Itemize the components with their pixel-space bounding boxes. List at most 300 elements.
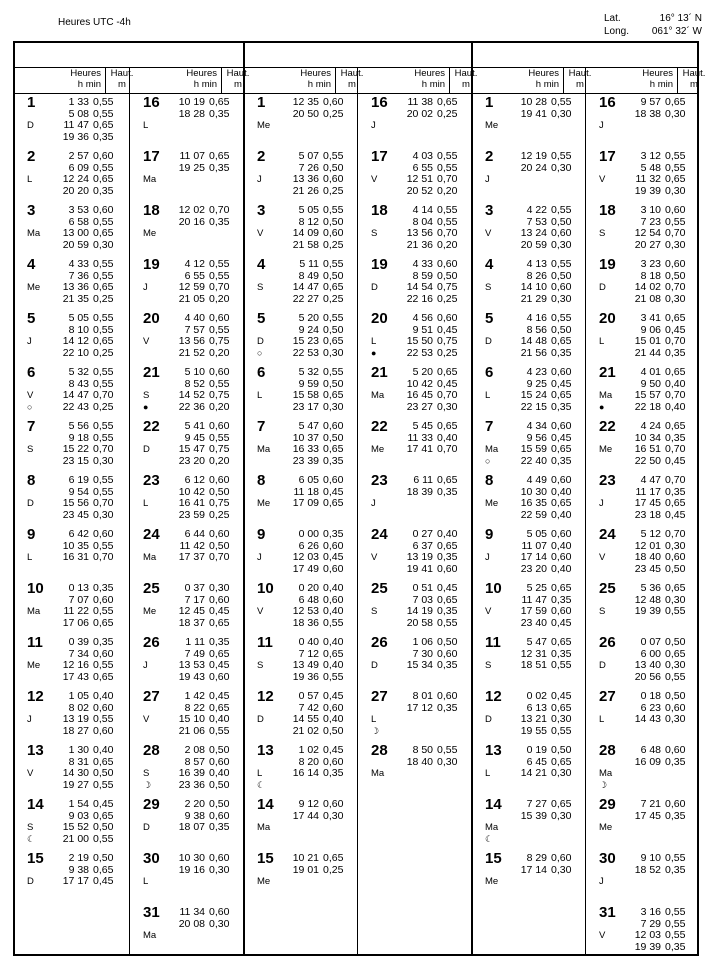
tide-height: 0,50 (323, 161, 344, 174)
day-number: 19 (371, 256, 388, 273)
tide-time: 9 56 (526, 431, 547, 444)
day-number: 8 (27, 472, 36, 489)
tide-height: 0,70 (665, 443, 686, 455)
tide-time: 18 27 (62, 724, 89, 737)
tide-time: 6 23 (640, 701, 661, 714)
tide-heights (551, 97, 583, 120)
tide-time: 0 51 (412, 582, 433, 594)
tide-heights (209, 691, 241, 737)
day-number: 5 (27, 310, 36, 327)
tide-time: 23 18 (634, 508, 661, 521)
tide-height: 0,55 (323, 670, 344, 683)
tide-time: 20 56 (634, 670, 661, 683)
tide-height: 0,70 (209, 204, 230, 216)
header-divider (563, 68, 564, 93)
tide-height: 0,65 (93, 670, 114, 683)
tide-times (391, 745, 433, 768)
tide-height: 0,30 (323, 346, 344, 359)
tide-height: 0,65 (209, 96, 230, 108)
tide-time: 20 24 (520, 161, 547, 174)
tide-height: 0,50 (323, 269, 344, 282)
tide-height: 0,50 (551, 323, 572, 336)
tide-height: 0,45 (437, 323, 458, 336)
tide-height: 0,35 (665, 755, 686, 768)
tide-heights (551, 745, 583, 780)
tide-heights (323, 313, 355, 359)
day-number: 14 (485, 796, 502, 813)
tide-height: 0,60 (551, 605, 572, 617)
tide-time: 12 24 (62, 173, 89, 185)
tide-time: 9 50 (640, 377, 661, 390)
weekday: Me (485, 498, 499, 509)
weekday: Me (257, 120, 271, 131)
tide-time: 9 12 (298, 798, 319, 810)
tide-height: 0,65 (209, 647, 230, 660)
day-number: 28 (371, 742, 388, 759)
weekday: Ma (143, 174, 157, 185)
tide-times (391, 691, 433, 714)
header-hmin: h min (77, 79, 101, 90)
tide-time: 15 01 (634, 335, 661, 347)
tide-time: 15 39 (520, 809, 547, 822)
long-value: 061° 32´ W (651, 26, 702, 37)
tide-height: 0,35 (551, 647, 572, 660)
tide-time: 8 12 (298, 215, 319, 228)
tide-height: 0,35 (551, 346, 572, 359)
timezone-label: Heures UTC -4h (58, 17, 131, 28)
tide-height: 0,60 (323, 474, 344, 486)
lat-value: 16° 13´ N (659, 13, 702, 24)
tide-height: 0,50 (551, 269, 572, 282)
weekday: J (485, 552, 490, 563)
tide-heights (551, 529, 583, 575)
tide-time: 0 27 (412, 528, 433, 540)
tide-height: 0,35 (437, 485, 458, 498)
coordinates (604, 12, 702, 38)
tide-time: 23 59 (178, 508, 205, 521)
tide-time: 4 23 (526, 366, 547, 378)
day-number: 17 (371, 148, 388, 165)
weekday: J (599, 498, 604, 509)
tide-height: 0,60 (323, 593, 344, 606)
weekday: S (257, 282, 264, 293)
tide-times (47, 313, 89, 359)
tide-time: 19 36 (62, 130, 89, 143)
tide-times (505, 583, 547, 629)
weekday: V (599, 552, 606, 563)
tide-height: 0,70 (665, 389, 686, 401)
tide-height: 0,45 (551, 377, 572, 390)
tide-time: 20 52 (406, 184, 433, 197)
tide-time: 3 10 (640, 204, 661, 216)
tide-time: 9 18 (68, 431, 89, 444)
tide-heights (323, 637, 355, 683)
tide-height: 0,55 (323, 312, 344, 324)
tide-height: 0,25 (437, 292, 458, 305)
tide-height: 0,65 (437, 366, 458, 378)
weekday: D (371, 282, 378, 293)
tide-height: 0,60 (209, 593, 230, 606)
tide-time: 11 33 (407, 431, 433, 444)
tide-time: 5 36 (640, 582, 661, 594)
tide-time: 5 11 (299, 258, 319, 270)
tide-time: 0 57 (298, 690, 319, 702)
tide-time: 4 40 (184, 312, 205, 324)
tide-time: 16 35 (520, 497, 547, 509)
tide-height: 0,70 (93, 551, 114, 563)
tide-heights (665, 583, 697, 618)
weekday: Me (257, 876, 271, 887)
tide-heights (437, 691, 469, 714)
header-haut: Haut. (682, 68, 706, 79)
tide-heights (93, 151, 125, 197)
day-number: 16 (371, 94, 388, 111)
tide-heights (665, 745, 697, 768)
tide-height: 0,60 (551, 528, 572, 540)
moon-phase-icon: ○ (27, 402, 33, 412)
day-number: 28 (143, 742, 160, 759)
day-number: 5 (485, 310, 494, 327)
tide-times (619, 205, 661, 251)
day-number: 4 (485, 256, 494, 273)
tide-height: 0,25 (437, 346, 458, 359)
tide-time: 19 39 (634, 184, 661, 197)
tide-time: 7 30 (412, 647, 433, 660)
tide-time: 4 33 (68, 258, 89, 270)
day-number: 30 (143, 850, 160, 867)
tide-times (505, 421, 547, 467)
tide-height: 0,35 (665, 863, 686, 876)
tide-height: 0,65 (323, 497, 344, 509)
tide-time: 18 40 (634, 551, 661, 563)
tide-height: 0,60 (551, 551, 572, 563)
tide-height: 0,75 (209, 335, 230, 347)
tide-time: 14 10 (520, 281, 547, 293)
tide-height: 0,30 (551, 292, 572, 305)
tide-time: 11 34 (179, 906, 205, 918)
tide-height: 0,60 (323, 173, 344, 185)
weekday: Me (143, 228, 157, 239)
tide-times (47, 745, 89, 791)
tide-time: 6 48 (640, 744, 661, 756)
tide-height: 0,65 (551, 701, 572, 714)
tide-height: 0,65 (437, 420, 458, 432)
tide-time: 6 12 (184, 474, 205, 486)
tide-height: 0,70 (437, 227, 458, 239)
weekday: Ma (257, 822, 271, 833)
header-heures: Heures (70, 68, 101, 79)
tide-height: 0,65 (665, 647, 686, 660)
tide-time: 5 05 (298, 204, 319, 216)
tide-time: 23 39 (292, 454, 319, 467)
tide-time: 3 16 (640, 906, 661, 918)
weekday: D (27, 120, 34, 131)
tide-time: 20 59 (62, 238, 89, 251)
day-number: 26 (371, 634, 388, 651)
tide-times (47, 475, 89, 521)
tide-time: 6 13 (526, 701, 547, 714)
day-number: 19 (143, 256, 160, 273)
tide-times (163, 529, 205, 564)
tide-time: 5 20 (412, 366, 433, 378)
tide-time: 0 37 (184, 582, 205, 594)
tide-time: 23 17 (292, 400, 319, 413)
tide-time: 5 32 (298, 366, 319, 378)
tide-time: 14 47 (292, 281, 319, 293)
tide-time: 17 59 (520, 605, 547, 617)
tide-height: 0,60 (323, 227, 344, 239)
tide-time: 7 57 (184, 323, 205, 336)
header-hmin: h min (649, 79, 673, 90)
tide-time: 14 09 (292, 227, 319, 239)
weekday: L (599, 336, 605, 347)
tide-height: 0,70 (209, 281, 230, 293)
tide-height: 0,55 (93, 474, 114, 486)
tide-height: 0,50 (209, 798, 230, 810)
tide-time: 4 22 (526, 204, 547, 216)
tide-heights (323, 151, 355, 197)
weekday: J (371, 120, 376, 131)
tide-time: 1 11 (185, 636, 205, 648)
tide-height: 0,45 (551, 616, 572, 629)
tide-time: 15 52 (62, 821, 89, 833)
tide-height: 0,70 (437, 443, 458, 455)
tide-time: 15 47 (178, 443, 205, 455)
tide-time: 23 36 (178, 778, 205, 791)
tide-heights (551, 151, 583, 174)
tide-times (391, 421, 433, 456)
tide-time: 5 10 (184, 366, 205, 378)
tide-time: 22 53 (292, 346, 319, 359)
day-number: 12 (27, 688, 44, 705)
tide-time: 6 44 (184, 528, 205, 540)
tide-time: 19 41 (406, 562, 433, 575)
day-number: 23 (599, 472, 616, 489)
tide-times (391, 367, 433, 413)
tide-time: 11 22 (63, 605, 89, 617)
tide-heights (93, 421, 125, 467)
tide-time: 21 52 (178, 346, 205, 359)
day-number: 11 (27, 634, 43, 651)
tide-times (47, 421, 89, 467)
column-header-time (621, 68, 673, 90)
tide-heights (209, 907, 241, 930)
tide-time: 5 07 (298, 150, 319, 162)
tide-heights (323, 475, 355, 510)
tide-height: 0,70 (437, 173, 458, 185)
tide-time: 15 34 (406, 659, 433, 671)
tide-height: 0,70 (665, 528, 686, 540)
tide-times (163, 583, 205, 629)
tide-time: 9 38 (184, 809, 205, 822)
weekday: S (27, 822, 34, 833)
tide-height: 0,40 (323, 605, 344, 617)
tide-times (47, 97, 89, 143)
tide-height: 0,55 (665, 929, 686, 941)
tide-height: 0,50 (323, 215, 344, 228)
tide-time: 15 57 (634, 389, 661, 401)
tide-time: 12 51 (406, 173, 433, 185)
tide-time: 6 45 (526, 755, 547, 768)
tide-times (163, 313, 205, 359)
tide-time: 1 42 (184, 690, 205, 702)
tide-height: 0,70 (93, 389, 114, 401)
tide-time: 15 50 (406, 335, 433, 347)
tide-heights (323, 583, 355, 629)
tide-time: 14 47 (62, 389, 89, 401)
header-haut: Haut. (454, 68, 478, 79)
tide-heights (209, 583, 241, 629)
tide-times (505, 97, 547, 120)
tide-height: 0,40 (437, 528, 458, 540)
tide-height: 0,65 (665, 582, 686, 594)
tide-time: 10 37 (292, 431, 319, 444)
tide-height: 0,70 (665, 281, 686, 293)
tide-height: 0,65 (437, 539, 458, 552)
tide-time: 21 56 (520, 346, 547, 359)
tide-time: 8 02 (68, 701, 89, 714)
tide-time: 5 47 (298, 420, 319, 432)
tide-height: 0,25 (323, 184, 344, 197)
tide-height: 0,30 (437, 400, 458, 413)
tide-heights (665, 637, 697, 683)
weekday: J (599, 120, 604, 131)
day-number: 22 (599, 418, 616, 435)
tide-height: 0,60 (323, 539, 344, 552)
tide-height: 0,55 (551, 659, 572, 671)
tide-time: 17 49 (292, 562, 319, 575)
tide-height: 0,65 (437, 474, 458, 486)
weekday: Me (371, 444, 385, 455)
tide-height: 0,50 (93, 821, 114, 833)
tide-height: 0,55 (551, 150, 572, 162)
tide-times (505, 151, 547, 174)
day-number: 24 (371, 526, 388, 543)
day-number: 3 (485, 202, 494, 219)
tide-times (163, 907, 205, 930)
day-number: 25 (599, 580, 616, 597)
column-header-height (679, 68, 709, 90)
moon-phase-icon: ☽ (371, 726, 380, 736)
column-header-height (451, 68, 481, 90)
tide-time: 4 24 (640, 420, 661, 432)
tide-time: 9 06 (640, 323, 661, 336)
tide-height: 0,65 (551, 335, 572, 347)
tide-times (163, 367, 205, 413)
tide-height: 0,20 (437, 184, 458, 197)
tide-height: 0,55 (93, 539, 114, 552)
day-number: 7 (485, 418, 494, 435)
tide-height: 0,40 (209, 767, 230, 779)
tide-heights (551, 583, 583, 629)
tide-time: 21 05 (178, 292, 205, 305)
tide-time: 12 03 (634, 929, 661, 941)
tide-time: 12 19 (520, 150, 547, 162)
tide-time: 21 00 (62, 832, 89, 845)
tide-time: 2 08 (184, 744, 205, 756)
day-number: 5 (257, 310, 266, 327)
tide-height: 0,65 (437, 593, 458, 606)
tide-height: 0,60 (209, 809, 230, 822)
tide-height: 0,70 (437, 389, 458, 401)
tide-time: 17 45 (634, 497, 661, 509)
tide-time: 20 27 (634, 238, 661, 251)
day-number: 1 (27, 94, 36, 111)
tide-times (505, 367, 547, 413)
tide-height: 0,60 (665, 701, 686, 714)
tide-height: 0,70 (209, 551, 230, 563)
tide-height: 0,55 (209, 269, 230, 282)
tide-height: 0,30 (93, 454, 114, 467)
tide-height: 0,50 (437, 269, 458, 282)
tide-times (391, 205, 433, 251)
tide-time: 19 43 (178, 670, 205, 683)
tide-time: 9 03 (68, 809, 89, 822)
tide-time: 8 22 (184, 701, 205, 714)
tide-height: 0,45 (665, 508, 686, 521)
tide-heights (551, 637, 583, 672)
tide-time: 4 49 (526, 474, 547, 486)
tide-times (619, 691, 661, 726)
tide-times (277, 691, 319, 737)
tide-time: 11 42 (179, 539, 205, 552)
tide-height: 0,25 (323, 863, 344, 876)
tide-height: 0,60 (93, 647, 114, 660)
day-number: 29 (599, 796, 616, 813)
tide-times (505, 529, 547, 575)
tide-times (505, 637, 547, 672)
header-divider (677, 68, 678, 93)
tide-height: 0,55 (323, 366, 344, 378)
weekday: J (485, 174, 490, 185)
tide-height: 0,55 (93, 366, 114, 378)
tide-time: 13 19 (62, 713, 89, 725)
tide-height: 0,20 (437, 238, 458, 251)
tide-time: 5 41 (184, 420, 205, 432)
tide-height: 0,55 (323, 258, 344, 270)
tide-time: 19 39 (634, 605, 661, 617)
tide-height: 0,55 (209, 258, 230, 270)
tide-time: 12 53 (292, 605, 319, 617)
weekday: V (371, 174, 378, 185)
tide-heights (437, 529, 469, 575)
tide-time: 22 27 (292, 292, 319, 305)
tide-height: 0,45 (551, 431, 572, 444)
tide-heights (437, 475, 469, 498)
header-divider (221, 68, 222, 93)
tide-height: 0,55 (665, 906, 686, 918)
weekday: S (257, 660, 264, 671)
tide-heights (665, 367, 697, 413)
weekday: Me (485, 120, 499, 131)
tide-height: 0,60 (551, 366, 572, 378)
tide-time: 8 31 (68, 755, 89, 768)
day-number: 29 (143, 796, 160, 813)
tide-height: 0,65 (93, 335, 114, 347)
tide-time: 22 10 (62, 346, 89, 359)
day-number: 26 (143, 634, 160, 651)
tide-heights (665, 151, 697, 197)
tide-heights (93, 745, 125, 791)
tide-times (47, 205, 89, 251)
tide-height: 0,65 (551, 755, 572, 768)
tide-times (47, 151, 89, 197)
tide-times (163, 475, 205, 521)
tide-time: 8 10 (68, 323, 89, 336)
tide-heights (437, 421, 469, 456)
tide-height: 0,45 (209, 690, 230, 702)
tide-time: 21 35 (62, 292, 89, 305)
